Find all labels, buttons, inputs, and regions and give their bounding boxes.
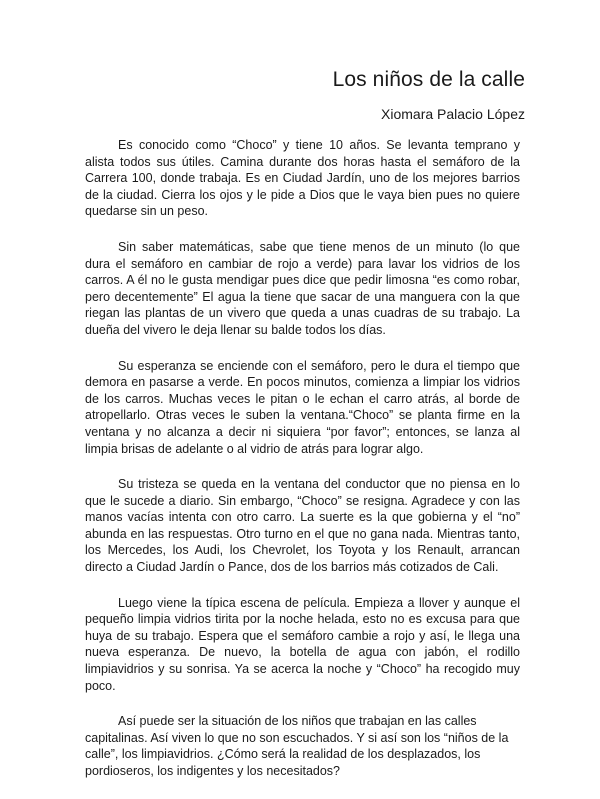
author-name: Xiomara Palacio López: [381, 106, 525, 122]
paragraph: Luego viene la típica escena de película. Empieza a llover y aunque el pequeño limpia vidrios tirita por la noche helada, esto no es excusa para que huya de su trabajo. Espera que el semáforo cambie a rojo y así, le llega una nueva esperanza. De nuevo, la botella de agua con jabón, el rodillo limpiavidrios y su sonrisa. Ya se acerca la noche y “Choco” ha recogido muy poco.: [85, 595, 520, 693]
paragraph: Su tristeza se queda en la ventana del conductor que no piensa en lo que le sucede a diario. Sin embargo, “Choco” se resigna. Agradece y con las manos vacías intenta con otro carro. La suerte es la que gobierna y el “no” abunda en las respuestas. Otro turno en el que no gana nada. Mientras tanto, los Mercedes, los Audi, los Chevrolet, los Toyota y los Renault, arrancan directo a Ciudad Jardín o Pance, dos de los barrios más cotizados de Cali.: [85, 477, 520, 575]
document-body: [85, 137, 520, 799]
paragraph: Es conocido como “Choco” y tiene 10 años. Se levanta temprano y alista todos sus útiles. Camina durante dos horas hasta el semáforo de la Carrera 100, donde trabaja. Es en Ciudad Jardín, uno de los mejores barrios de la ciudad. Cierra los ojos y le pide a Dios que le vaya bien pues no quiere quedarse sin un peso.: [85, 138, 520, 219]
paragraph: Su esperanza se enciende con el semáforo, pero le dura el tiempo que demora en pasarse a verde. En pocos minutos, comienza a limpiar los vidrios de los carros. Muchas veces le pitan o le echan el carro atrás, al borde de atropellarlo. Otras veces le suben la ventana.“Choco” se planta firme en la ventana y no alcanza a decir ni siquiera “por favor”; entonces, se lanza al limpia brisas de adelante o al vidrio de atrás para lograr algo.: [85, 358, 520, 456]
paragraph: Sin saber matemáticas, sabe que tiene menos de un minuto (lo que dura el semáforo en cambiar de rojo a verde) para lavar los vidrios de los carros. A él no le gusta mendigar pues dice que pedir limosna “es como robar, pero decentemente” El agua la tiene que sacar de una manguera con la que riegan las plantas de un vivero que queda a unas cuadras de su trabajo. La dueña del vivero le deja llenar su balde todos los días.: [85, 239, 520, 337]
paragraph: Así puede ser la situación de los niños que trabajan en las calles capitalinas. Así viven lo que no son escuchados. Y si así son los “niños de la calle”, los limpiavidrios. ¿Cómo será la realidad de los desplazados, los pordioseros, los indigentes y los necesitados?: [85, 714, 509, 778]
document-title: Los niños de la calle: [332, 68, 525, 91]
